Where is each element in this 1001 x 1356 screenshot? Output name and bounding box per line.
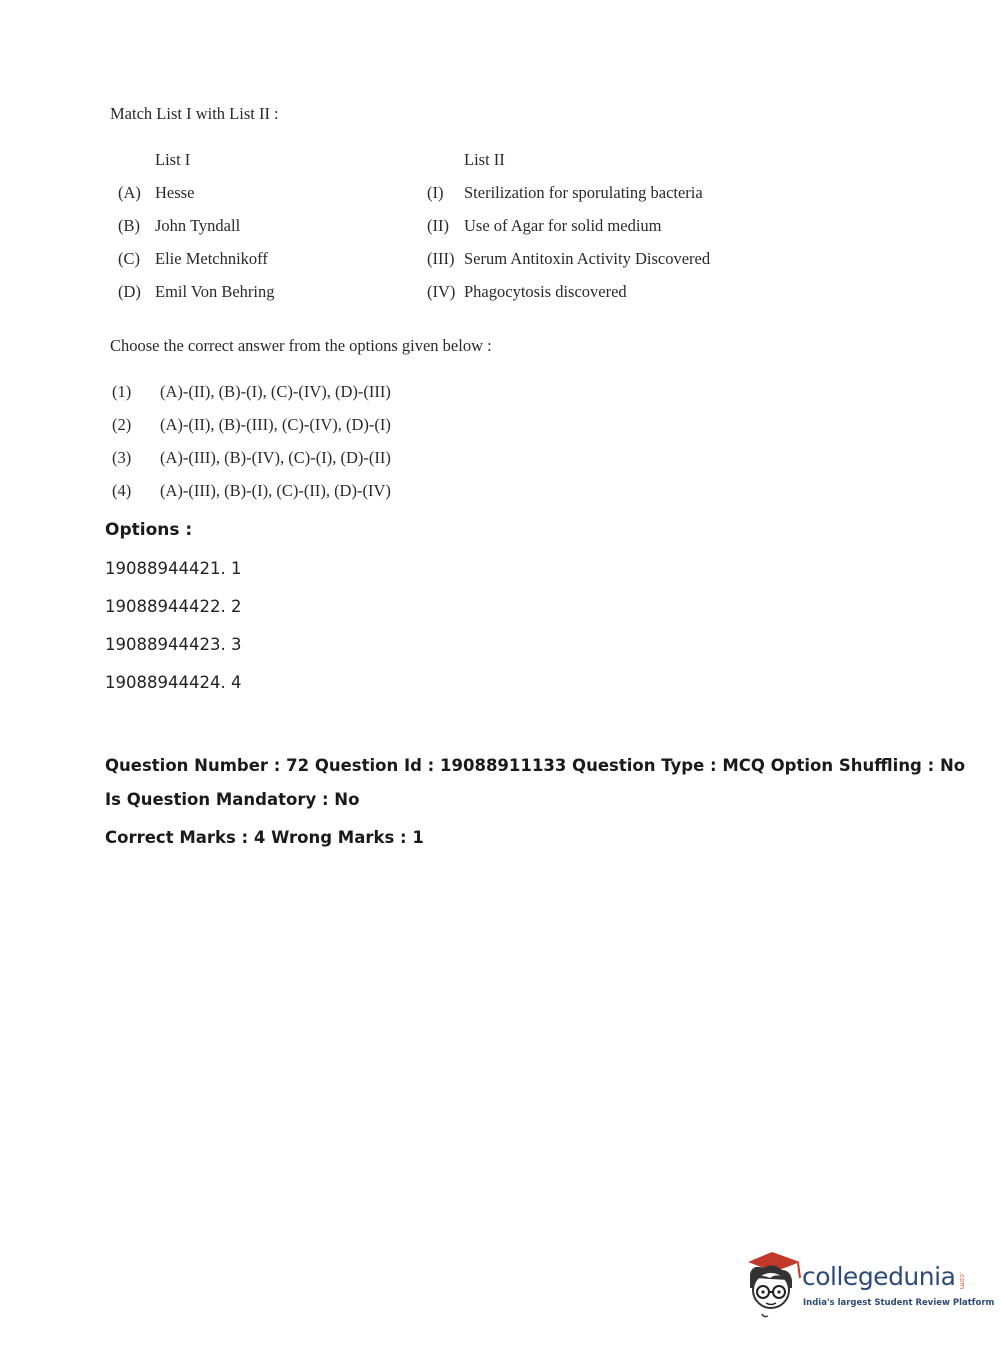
list1-item: Emil Von Behring <box>155 282 275 301</box>
question-intro: Match List I with List II : <box>110 104 279 123</box>
list2-key: (II) <box>427 216 449 235</box>
answer-number: (1) <box>112 382 132 401</box>
answer-number: (4) <box>112 481 132 500</box>
list1-key: (D) <box>118 282 141 301</box>
answer-number: (2) <box>112 415 132 434</box>
list1-key: (C) <box>118 249 140 268</box>
list1-key: (A) <box>118 183 141 202</box>
answer-number: (3) <box>112 448 132 467</box>
answer-text: (A)-(II), (B)-(I), (C)-(IV), (D)-(III) <box>160 382 391 401</box>
list1-item: John Tyndall <box>155 216 241 235</box>
list1-key: (B) <box>118 216 140 235</box>
list2-header: List II <box>464 150 505 169</box>
option-item: 19088944421. 1 <box>105 559 242 578</box>
logo-brand-text: collegedunia <box>802 1262 956 1291</box>
list2-item: Serum Antitoxin Activity Discovered <box>464 249 711 268</box>
list1-header: List I <box>155 150 191 169</box>
answer-text: (A)-(III), (B)-(IV), (C)-(I), (D)-(II) <box>160 448 391 467</box>
collegedunia-logo <box>742 1248 995 1320</box>
list2-key: (I) <box>427 183 444 202</box>
list2-item: Use of Agar for solid medium <box>464 216 662 235</box>
marks-line: Correct Marks : 4 Wrong Marks : 1 <box>105 828 424 847</box>
list2-item: Phagocytosis discovered <box>464 282 627 301</box>
question-meta-line: Question Number : 72 Question Id : 19088911133 Question Type : MCQ Option Shuffling : No <box>105 756 966 775</box>
option-item: 19088944423. 3 <box>105 635 242 654</box>
option-item: 19088944422. 2 <box>105 597 242 616</box>
option-item: 19088944424. 4 <box>105 673 242 692</box>
list2-key: (IV) <box>427 282 456 301</box>
choose-instruction: Choose the correct answer from the options given below : <box>110 336 492 355</box>
answer-text: (A)-(III), (B)-(I), (C)-(II), (D)-(IV) <box>160 481 391 500</box>
list1-item: Elie Metchnikoff <box>155 249 268 268</box>
answer-text: (A)-(II), (B)-(III), (C)-(IV), (D)-(I) <box>160 415 391 434</box>
mascot-graduation-cap-icon <box>742 1248 804 1320</box>
list2-key: (III) <box>427 249 455 268</box>
options-heading: Options : <box>105 520 193 540</box>
list2-item: Sterilization for sporulating bacteria <box>464 183 703 202</box>
list1-item: Hesse <box>155 183 195 202</box>
logo-brand-suffix: .com <box>958 1272 966 1290</box>
question-mandatory-line: Is Question Mandatory : No <box>105 790 360 809</box>
logo-tagline: India's largest Student Review Platform <box>803 1298 995 1308</box>
